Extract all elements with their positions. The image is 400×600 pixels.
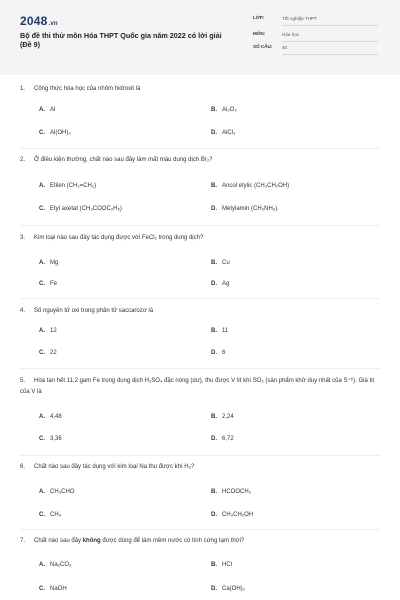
emphasis-not: không <box>82 538 101 544</box>
option-d[interactable]: D. 6 <box>211 350 226 356</box>
option-a[interactable]: A. 12 <box>39 328 57 334</box>
option-d[interactable]: D. AlCl₃ <box>211 130 236 136</box>
option-b[interactable]: B. HCOOCH₃ <box>211 489 252 495</box>
option-c[interactable]: C. CH₄ <box>39 512 62 518</box>
option-d[interactable]: D. 6,72 <box>211 436 234 442</box>
option-d[interactable]: D. Metylamin (CH₃NH₂). <box>211 206 279 212</box>
question-1 <box>20 84 385 154</box>
question-2 <box>20 155 385 225</box>
option-c[interactable]: C. 22 <box>39 350 57 356</box>
logo-suffix: .vn <box>48 21 58 27</box>
question-stem: 5. Hòa tan hết 11,2 gam Fe trong dung dịch H₂SO₄ đặc nóng (dư), thu được V lít khí SO₂ (sản phẩm khử duy nhất của S⁺⁶). Giá trị của V là <box>20 378 375 395</box>
option-c[interactable]: C. Etyl axetat (CH₃COOC₂H₅) <box>39 206 122 212</box>
option-b[interactable]: B. 2,24 <box>211 414 234 420</box>
meta-count-value: 40 <box>282 44 378 55</box>
meta-class-label: LỚP: <box>253 15 265 20</box>
option-c[interactable]: C. 3,36 <box>39 436 62 442</box>
divider <box>20 225 380 226</box>
divider <box>20 148 380 149</box>
question-5 <box>20 376 385 456</box>
option-a[interactable]: A. Etilen (CH₂=CH₂) <box>39 183 97 189</box>
question-stem: 2. Ở điều kiện thường, chất nào sau đây làm mất màu dung dịch Br₂? <box>20 157 213 163</box>
document-header <box>0 0 400 75</box>
meta-class-value: Tốt nghiệp THPT <box>282 15 378 26</box>
option-b[interactable]: B. HCl <box>211 562 232 568</box>
meta-question-count <box>253 43 378 56</box>
divider <box>20 298 380 299</box>
logo-main: 2048 <box>20 14 48 28</box>
option-a[interactable]: A. Al <box>39 107 56 113</box>
question-6 <box>20 462 385 532</box>
option-a[interactable]: A. 4,48 <box>39 414 62 420</box>
option-c[interactable]: C. NaOH <box>39 586 67 592</box>
question-stem: 7. Chất nào sau đây không được dùng để làm mềm nước có tính cứng tạm thời? <box>20 538 245 544</box>
question-stem: 4. Số nguyên tử oxi trong phân tử saccarozơ là <box>20 308 154 314</box>
meta-subject-value: Hóa học <box>282 31 378 42</box>
question-stem: 6. Chất nào sau đây tác dụng với kim loại Na thu được khí H₂? <box>20 464 195 470</box>
option-b[interactable]: B. 11 <box>211 328 229 334</box>
question-stem: 3. Kim loại nào sau đây tác dụng được với FeCl₂ trong dung dịch? <box>20 235 204 241</box>
exam-title: Bộ đề thi thử môn Hóa THPT Quốc gia năm 2022 có lời giải (Đề 9) <box>20 31 222 49</box>
meta-class <box>253 14 378 27</box>
question-3 <box>20 233 385 303</box>
meta-count-label: SỐ CÂU: <box>253 44 273 49</box>
option-b[interactable]: B. Al₂O₃ <box>211 107 237 113</box>
question-4 <box>20 306 385 376</box>
option-c[interactable]: C. Fe <box>39 281 58 287</box>
site-logo[interactable] <box>20 14 58 28</box>
divider <box>20 368 380 369</box>
divider <box>20 529 380 530</box>
option-b[interactable]: B. Cu <box>211 260 230 266</box>
meta-subject <box>253 30 378 43</box>
option-d[interactable]: D. CH₃CH₂OH <box>211 512 254 518</box>
option-a[interactable]: A. Mg <box>39 260 59 266</box>
option-c[interactable]: C. Al(OH)₃ <box>39 130 71 136</box>
option-a[interactable]: A. Na₂CO₃ <box>39 562 72 568</box>
question-7 <box>20 536 385 600</box>
question-stem: 1. Công thức hóa học của nhôm hidroxit là <box>20 86 141 92</box>
option-a[interactable]: A. CH₃CHO <box>39 489 75 495</box>
meta-subject-label: MÔN: <box>253 31 266 36</box>
divider <box>20 455 380 456</box>
option-d[interactable]: D. Ag <box>211 281 230 287</box>
option-d[interactable]: D. Ca(OH)₂ <box>211 586 245 592</box>
option-b[interactable]: B. Ancol etylic (CH₃CH₂OH) <box>211 183 290 189</box>
